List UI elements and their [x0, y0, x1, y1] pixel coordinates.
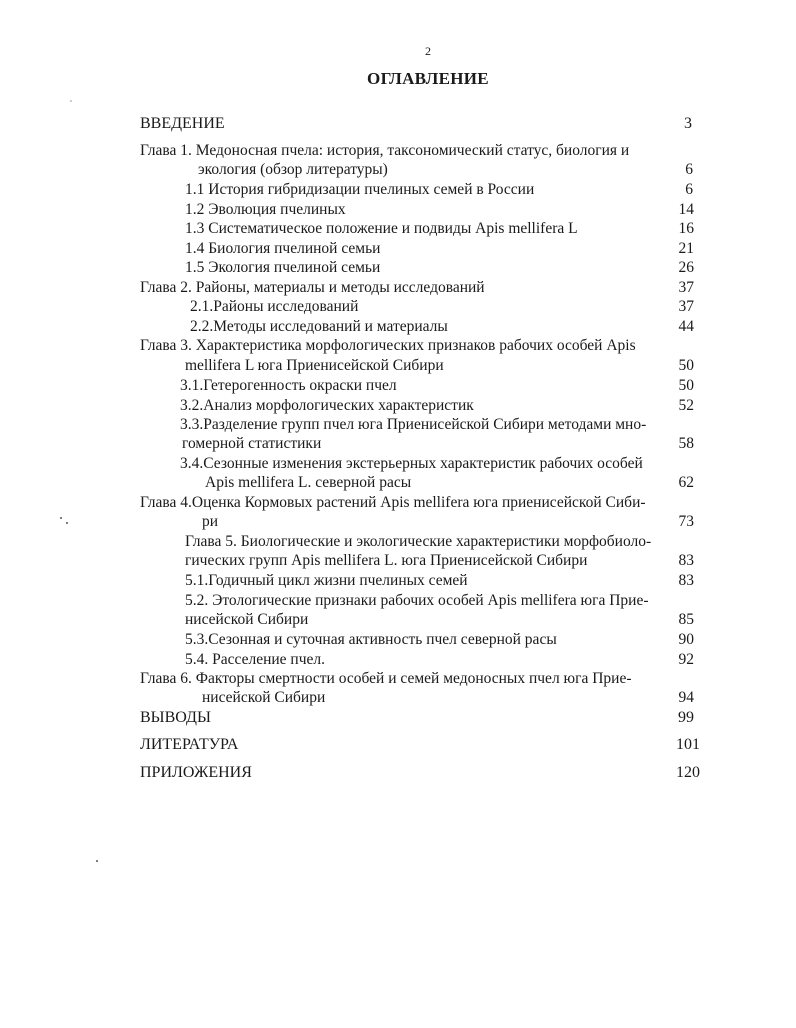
toc-entry-text: ЛИТЕРАТУРА	[140, 736, 239, 753]
toc-entry-text-cont: нисейской Сибири	[202, 689, 326, 706]
toc-entry-text: ВЫВОДЫ	[140, 709, 211, 726]
toc-entry-text: 2.2.Методы исследований и материалы	[190, 318, 448, 335]
toc-entry-page: 44	[678, 318, 694, 335]
toc-entry-page: 50	[678, 377, 694, 394]
toc-entry-text: Глава 6. Факторы смертности особей и семей медоносных пчел юга Прие-	[140, 670, 632, 687]
toc-entry-text: 3.2.Анализ морфологических характеристик	[180, 397, 474, 414]
toc-entry-page: 90	[678, 631, 694, 648]
toc-entry-page: 58	[678, 435, 694, 452]
toc-entry-page: 14	[678, 201, 694, 218]
toc-entry-text-cont: нисейской Сибири	[185, 611, 309, 628]
toc-entry-text-cont: mellifera L юга Приенисейской Сибири	[185, 357, 444, 374]
toc-entry-text: 1.1 История гибридизации пчелиных семей в России	[185, 181, 535, 198]
toc-entry-page: 37	[678, 279, 694, 296]
toc-entry-page: 6	[685, 181, 693, 198]
toc-entry-text: 1.2 Эволюция пчелиных	[185, 201, 346, 218]
toc-entry-page: 50	[678, 357, 694, 374]
scan-speck	[96, 860, 98, 862]
toc-entry-text: 1.3 Систематическое положение и подвиды Apis mellifera L	[185, 220, 578, 237]
toc-entry-page: 6	[685, 161, 693, 178]
toc-entry-text: 3.4.Сезонные изменения экстерьерных характеристик рабочих особей	[180, 455, 643, 472]
toc-entry-text: 5.3.Сезонная и суточная активность пчел северной расы	[185, 631, 557, 648]
toc-entry-page: 99	[678, 709, 694, 726]
toc-entry-text-cont: экология (обзор литературы)	[198, 161, 388, 178]
scan-speck	[60, 517, 62, 519]
scan-speck	[66, 522, 68, 524]
toc-entry-page: 92	[678, 651, 694, 668]
toc-entry-text: Глава 5. Биологические и экологические характеристики морфобиоло-	[185, 533, 652, 550]
toc-entry-text-cont: ри	[202, 513, 219, 530]
toc-entry-text: Глава 3. Характеристика морфологических признаков рабочих особей Apis	[140, 337, 636, 354]
toc-entry-text-cont: Apis mellifera L. северной расы	[205, 474, 412, 491]
page-title: ОГЛАВЛЕНИЕ	[367, 69, 489, 88]
toc-entry-text: 1.5 Экология пчелиной семьи	[185, 259, 381, 276]
toc-entry-page: 26	[678, 259, 694, 276]
toc-entry-text: ПРИЛОЖЕНИЯ	[140, 764, 252, 781]
toc-entry-page: 52	[678, 397, 694, 414]
toc-entry-page: 94	[678, 689, 694, 706]
toc-entry-page: 101	[676, 736, 700, 753]
toc-entry-text: ВВЕДЕНИЕ	[140, 115, 225, 132]
toc-entry-text-cont: гических групп Apis mellifera L. юга Приенисейской Сибири	[185, 552, 588, 569]
toc-entry-text: 5.1.Годичный цикл жизни пчелиных семей	[185, 572, 468, 589]
toc-entry-page: 3	[684, 115, 692, 132]
toc-entry-text: 3.1.Гетерогенность окраски пчел	[180, 377, 397, 394]
toc-entry-page: 83	[678, 572, 694, 589]
toc-entry-text: Глава 1. Медоносная пчела: история, таксономический статус, биология и	[140, 142, 630, 159]
toc-entry-page: 21	[678, 240, 694, 257]
page-number: 2	[425, 44, 431, 58]
toc-entry-page: 85	[678, 611, 694, 628]
toc-entry-page: 16	[678, 220, 694, 237]
toc-entry-page: 120	[676, 764, 700, 781]
toc-entry-text: Глава 2. Районы, материалы и методы исследований	[140, 279, 485, 296]
toc-entry-text: 2.1.Районы исследований	[190, 298, 359, 315]
toc-entry-text: Глава 4.Оценка Кормовых растений Apis mellifera юга приенисейской Сиби-	[140, 494, 646, 511]
toc-entry-page: 83	[678, 552, 694, 569]
toc-entry-page: 62	[678, 474, 694, 491]
toc-entry-text: 3.3.Разделение групп пчел юга Приенисейской Сибири методами мно-	[180, 416, 647, 433]
toc-entry-page: 73	[678, 513, 694, 530]
toc-entry-page: 37	[678, 298, 694, 315]
toc-entry-text: 5.2. Этологические признаки рабочих особей Apis mellifera юга Прие-	[185, 592, 649, 609]
toc-entry-text: 1.4 Биология пчелиной семьи	[185, 240, 381, 257]
toc-entry-text-cont: гомерной статистики	[182, 435, 322, 452]
scan-speck	[70, 100, 72, 102]
toc-entry-text: 5.4. Расселение пчел.	[185, 651, 325, 668]
